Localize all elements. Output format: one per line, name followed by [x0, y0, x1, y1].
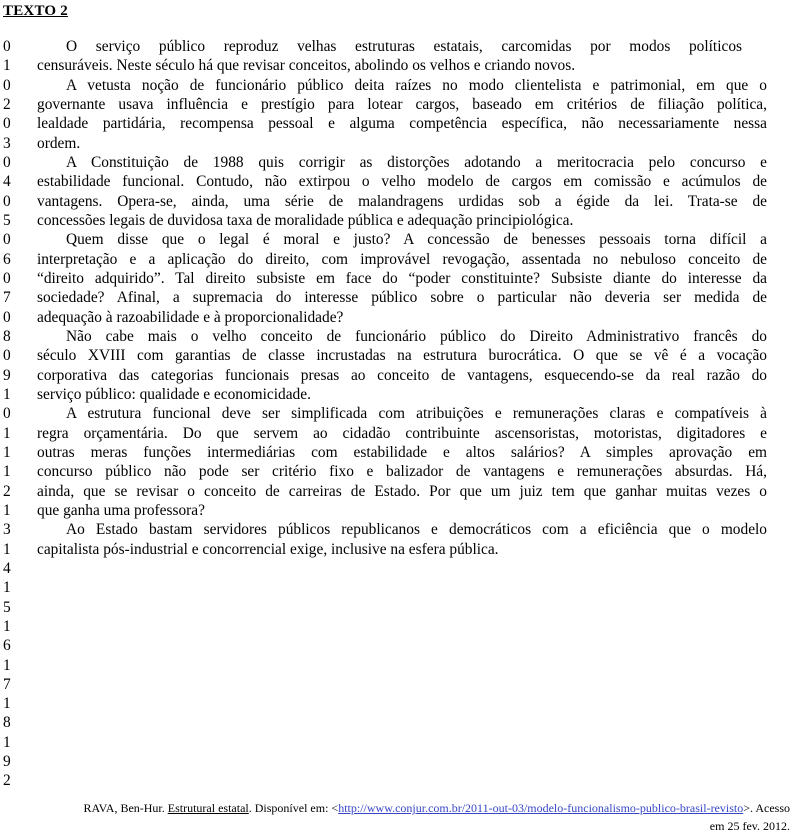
line-text: estabilidade funcional. Contudo, não extirpou o velho modelo de cargos em comissão e acúmulos de — [37, 173, 767, 191]
line-number: 7 — [3, 289, 11, 307]
line-number: 2 — [3, 482, 11, 500]
text-line-row — [0, 713, 797, 732]
line-number: 2 — [3, 772, 11, 790]
text-line-row — [0, 771, 797, 790]
text-line-row — [0, 172, 797, 191]
line-number: 1 — [3, 501, 11, 519]
text-line-row — [0, 404, 797, 423]
text-line-row — [0, 327, 797, 346]
line-text — [37, 675, 767, 694]
page-title: TEXTO 2 — [3, 3, 68, 19]
text-line-row — [0, 752, 797, 771]
line-text: Não cabe mais o velho conceito de funcionário público do Direito Administrativo francês do — [66, 327, 767, 345]
text-line-row — [0, 656, 797, 675]
line-number: 5 — [3, 211, 11, 229]
citation-author: RAVA, Ben-Hur. — [83, 801, 168, 815]
line-number: 0 — [3, 192, 11, 210]
line-number: 6 — [3, 637, 11, 655]
line-text — [37, 617, 767, 636]
line-text: censuráveis. Neste século há que revisar conceitos, abolindo os velhos e criando novos. — [37, 57, 576, 75]
text-line-row — [0, 250, 797, 269]
line-text: “direito adquirido”. Tal direito subsiste em face do “poder constituinte? Subsiste diante do interesse da — [37, 269, 767, 287]
line-text — [37, 559, 767, 578]
line-text — [37, 636, 767, 655]
text-line-row — [0, 501, 797, 520]
line-text: século XVIII com garantias de classe incrustadas na estrutura burocrática. O que se vê é a vocação — [37, 347, 767, 365]
text-line-row — [0, 443, 797, 462]
text-line-row — [0, 114, 797, 133]
line-text: vantagens. Opera-se, ainda, uma série de malandragens urdidas sob a égide da lei. Trata-se de — [37, 192, 767, 210]
line-text: regra orçamentária. Do que servem ao cidadão contribuinte ascensoristas, motoristas, digitadores e — [37, 424, 767, 442]
citation-link[interactable]: http://www.conjur.com.br/2011-out-03/modelo-funcionalismo-publico-brasil-revisto — [338, 801, 744, 815]
line-text: capitalista pós-industrial e concorrencial exige, inclusive na esfera pública. — [37, 540, 499, 558]
citation — [0, 799, 790, 835]
line-text: lealdade partidária, recompensa pessoal e alguma competência específica, não necessariamente nessa — [37, 115, 767, 133]
line-number: 7 — [3, 675, 11, 693]
line-text: serviço público: qualidade e economicidade. — [37, 385, 311, 403]
text-line-row — [0, 462, 797, 481]
citation-line-2: em 25 fev. 2012. — [709, 819, 790, 833]
line-text — [37, 771, 767, 790]
line-text — [37, 578, 767, 597]
line-number: 1 — [3, 579, 11, 597]
text-line-row — [0, 675, 797, 694]
text-line-row — [0, 134, 797, 153]
text-line-row — [0, 578, 797, 597]
line-text: outras meras funções intermediárias com estabilidade e altos salários? A simples aprovação em — [37, 443, 767, 461]
line-text — [37, 713, 767, 732]
line-number: 1 — [3, 617, 11, 635]
line-text: sociedade? Afinal, a supremacia do interesse público sobre o particular não deveria ser medida de — [37, 289, 767, 307]
text-line-row — [0, 636, 797, 655]
line-number: 0 — [3, 76, 11, 94]
line-text: adequação à razoabilidade e à proporcionalidade? — [37, 308, 344, 326]
citation-title: Estrutural estatal — [167, 801, 249, 815]
line-number: 1 — [3, 695, 11, 713]
line-text — [37, 598, 767, 617]
line-text: concurso público não pode ser critério fixo e balizador de vantagens e remunerações absurdas. Há, — [37, 463, 767, 481]
line-text — [37, 733, 767, 752]
text-line-row — [0, 76, 797, 95]
line-text: ainda, que se revisar o conceito de carreiras de Estado. Por que um juiz tem que ganhar muitas vezes o — [37, 482, 767, 500]
text-line-row — [0, 520, 797, 539]
text-line-row — [0, 482, 797, 501]
line-text: A estrutura funcional deve ser simplificada com atribuições e remunerações claras e compatíveis à — [66, 405, 767, 423]
line-number: 1 — [3, 57, 11, 75]
text-line-row — [0, 269, 797, 288]
text-line-row — [0, 95, 797, 114]
citation-middle: . Disponível em: < — [248, 801, 339, 815]
line-number: 0 — [3, 269, 11, 287]
text-line-row — [0, 385, 797, 404]
line-text: ordem. — [37, 134, 81, 152]
line-text: A Constituição de 1988 quis corrigir as distorções adotando a meritocracia pelo concurso e — [66, 153, 767, 171]
line-number: 9 — [3, 366, 11, 384]
line-number: 0 — [3, 115, 11, 133]
text-line-row — [0, 540, 797, 559]
line-number: 8 — [3, 714, 11, 732]
line-text: O serviço público reproduz velhas estruturas estatais, carcomidas por modos políticos — [66, 38, 742, 55]
line-number: 1 — [3, 540, 11, 558]
line-number: 1 — [3, 733, 11, 751]
text-line-row — [0, 308, 797, 327]
line-text — [37, 752, 767, 771]
line-text: Ao Estado bastam servidores públicos republicanos e democráticos com a eficiência que o modelo — [66, 521, 767, 539]
line-number: 9 — [3, 753, 11, 771]
line-number: 0 — [3, 231, 11, 249]
line-number: 1 — [3, 385, 11, 403]
text-line-row — [0, 153, 797, 172]
text-line-row — [0, 733, 797, 752]
text-line-row — [0, 37, 797, 56]
line-number: 0 — [3, 405, 11, 423]
line-number: 0 — [3, 308, 11, 326]
line-text: interpretação e a aplicação do direito, com improvável revogação, assentada no nebuloso conceito de — [37, 250, 767, 268]
line-text — [37, 694, 767, 713]
text-line-row — [0, 424, 797, 443]
line-number: 1 — [3, 463, 11, 481]
text-line-row — [0, 288, 797, 307]
text-line-row — [0, 230, 797, 249]
citation-line-1 — [0, 799, 790, 817]
line-number: 4 — [3, 173, 11, 191]
line-number: 0 — [3, 38, 11, 55]
line-number: 6 — [3, 250, 11, 268]
line-text: corporativa das categorias funcionais presas ao conceito de vantagens, esquecendo-se da real razão do — [37, 366, 767, 384]
line-number: 3 — [3, 521, 11, 539]
citation-after-url: >. Acesso — [743, 801, 790, 815]
text-line-row — [0, 694, 797, 713]
line-number: 0 — [3, 347, 11, 365]
text-line-row — [0, 617, 797, 636]
line-text: que ganha uma professora? — [37, 501, 205, 519]
text-line-row — [0, 366, 797, 385]
text-rows — [0, 37, 797, 791]
line-text: Quem disse que o legal é moral e justo? A concessão de benesses pessoais torna difícil a — [66, 231, 767, 249]
line-number: 1 — [3, 656, 11, 674]
text-line-row — [0, 559, 797, 578]
line-number: 1 — [3, 443, 11, 461]
text-line-row — [0, 56, 797, 75]
line-text: governante usava influência e prestígio para lotear cargos, baseado em critérios de filiação política, — [37, 95, 767, 113]
line-number: 0 — [3, 153, 11, 171]
line-text — [37, 656, 767, 675]
line-number: 4 — [3, 559, 11, 577]
line-number: 3 — [3, 134, 11, 152]
line-text: A vetusta noção de funcionário público deita raízes no modo clientelista e patrimonial, em que o — [66, 76, 767, 94]
line-number: 8 — [3, 327, 11, 345]
text-line-row — [0, 192, 797, 211]
line-text: concessões legais de duvidosa taxa de moralidade pública e adequação principiológica. — [37, 211, 574, 229]
line-number: 5 — [3, 598, 11, 616]
line-number: 2 — [3, 95, 11, 113]
line-number: 1 — [3, 424, 11, 442]
text-line-row — [0, 598, 797, 617]
text-line-row — [0, 211, 797, 230]
text-line-row — [0, 346, 797, 365]
